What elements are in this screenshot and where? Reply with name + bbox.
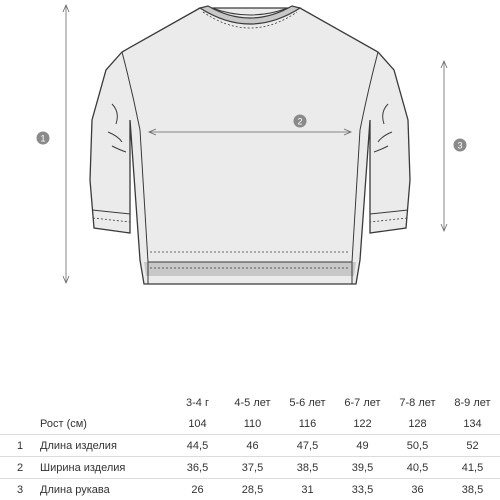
height-row — [0, 413, 500, 435]
header-number — [0, 392, 40, 413]
size-header: 3-4 г — [186, 396, 209, 409]
marker-3-label: 3 — [457, 140, 463, 151]
row-value: 52 — [445, 435, 500, 457]
row-number: 2 — [0, 457, 40, 479]
height-value: 110 — [243, 417, 262, 430]
row-value: 40,5 — [390, 457, 445, 479]
marker-1-label: 1 — [40, 133, 46, 144]
table-row — [0, 435, 500, 457]
size-header-row — [0, 392, 500, 413]
row-label: Длина рукава — [40, 479, 170, 500]
sweatshirt-body — [90, 8, 410, 284]
row-value: 39,5 — [335, 457, 390, 479]
height-label: Рост (см) — [40, 417, 87, 430]
row-value: 33,5 — [335, 479, 390, 500]
marker-2-label: 2 — [297, 116, 303, 127]
row-value: 38,5 — [280, 457, 335, 479]
hem-band — [144, 262, 356, 276]
row-value: 41,5 — [445, 457, 500, 479]
height-value: 134 — [463, 417, 482, 430]
size-header: 7-8 лет — [399, 396, 436, 409]
size-header: 6-7 лет — [344, 396, 381, 409]
height-value: 128 — [408, 417, 427, 430]
row-value: 46 — [225, 435, 280, 457]
height-value: 104 — [188, 417, 207, 430]
table-row — [0, 479, 500, 500]
row-value: 44,5 — [170, 435, 225, 457]
row-value: 28,5 — [225, 479, 280, 500]
row-value: 31 — [280, 479, 335, 500]
size-table — [0, 392, 500, 500]
row-value: 26 — [170, 479, 225, 500]
header-label — [40, 392, 170, 413]
row-number: 3 — [0, 479, 40, 500]
row-value: 49 — [335, 435, 390, 457]
row-label: Ширина изделия — [40, 457, 170, 479]
row-label: Длина изделия — [40, 435, 170, 457]
size-header: 4-5 лет — [234, 396, 271, 409]
height-number — [0, 413, 40, 435]
height-value: 116 — [298, 417, 317, 430]
row-value: 36 — [390, 479, 445, 500]
row-value: 36,5 — [170, 457, 225, 479]
size-header: 8-9 лет — [454, 396, 491, 409]
row-value: 37,5 — [225, 457, 280, 479]
size-header: 5-6 лет — [289, 396, 326, 409]
row-value: 38,5 — [445, 479, 500, 500]
row-number: 1 — [0, 435, 40, 457]
row-value: 47,5 — [280, 435, 335, 457]
row-value: 50,5 — [390, 435, 445, 457]
height-value: 122 — [353, 417, 372, 430]
table-row — [0, 457, 500, 479]
